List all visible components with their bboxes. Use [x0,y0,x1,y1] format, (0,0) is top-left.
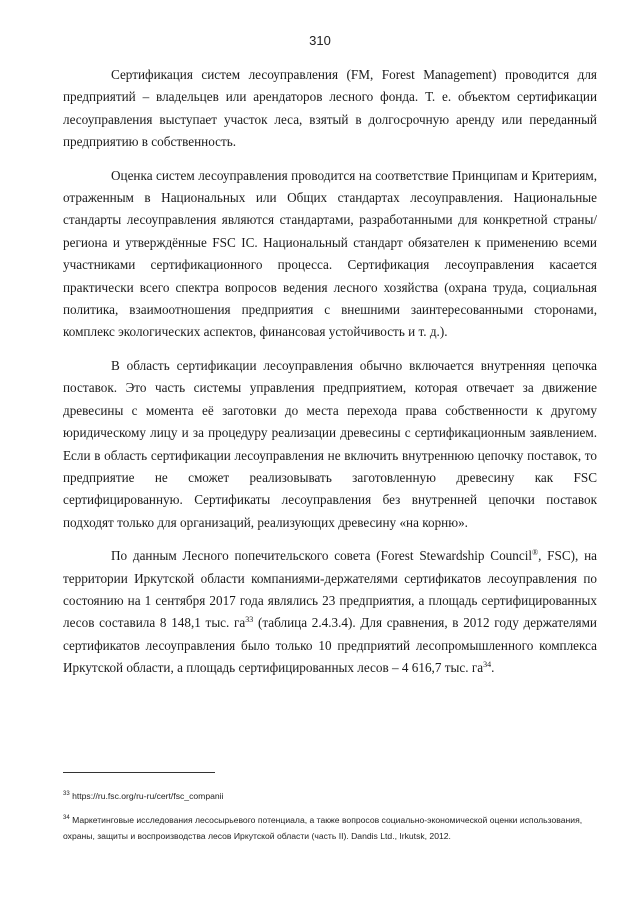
footnote-text: https://ru.fsc.org/ru-ru/cert/fsc_companii [69,791,224,801]
body-text [63,64,597,691]
footnote-mark: 33 [63,791,70,797]
footnote-text: Маркетинговые исследования лесосырьевого потенциала, а также вопросов социально-экономической оценки использования, охраны, защиты и воспроизводства лесов Иркутской области (часть II). Dandis Ltd., Irkutsk, 2012. [63,815,583,841]
paragraph-text: , FSC), на территории Иркутской области компаниями-держателями сертификатов лесоуправления по состоянию на 1 сентября 2017 года являлись 23 предприятия, а площадь сертифицированных лесов составила 8 148,1 тыс. га [63,548,597,631]
footnotes [63,788,597,852]
footnote-ref-33[interactable]: 33 [245,615,254,625]
paragraph-text: По данным Лесного попечительского совета (Forest Stewardship Council [111,548,533,564]
footnote-separator [63,772,215,773]
paragraph-fm-certification: Сертификация систем лесоуправления (FM, Forest Management) проводится для предприятий – владельцев или арендаторов лесного фонда. Т. е. объектом сертификации лесоуправления выступает участок леса, взятый в долгосрочную аренду или переданный предприятию в собственность. [63,67,597,150]
paragraph-assessment: Оценка систем лесоуправления проводится на соответствие Принципам и Критериям, отраженным в Национальных или Общих стандартах лесоуправления. Национальные стандарты лесоуправления являются стандартами, разработанными для конкретной страны/региона и утверждённые FSC IC. Национальный стандарт обязателен к применению всеми участниками сертификационного процесса. Сертификация лесоуправления касается практически всего спектра вопросов ведения лесного хозяйства (охрана труда, социальная политика, взаимоотношения предприятия с внешними заинтересованными сторонами, комплекс экологических аспектов, финансовая устойчивость и т. д.). [63,167,597,340]
page-number: 310 [309,33,331,48]
registered-mark: ® [532,548,539,558]
paragraph-chain-of-custody: В область сертификации лесоуправления обычно включается внутренняя цепочка поставок. Это часть системы управления предприятием, которая отвечает за движение древесины с момента её заготовки до места перехода права собственности к другому юридическому лицу и за процедуру реализации древесины с сертификационным заявлением. Если в область сертификации лесоуправления не включить внутреннюю цепочку поставок, то предприятие не сможет реализовывать заготовленную древесину как FSC сертифицированную. Сертификаты лесоуправления без внутренней цепочки поставок подходят только для организаций, реализующих древесину «на корню». [63,357,597,530]
paragraph-text: (таблица 2.4.3.4). Для сравнения, в 2012 году держателями сертификатов лесоуправления было только 10 предприятий лесопромышленного комплекса Иркутской области, а площадь сертифицированных лесов – 4 616,7 тыс. га [63,615,597,676]
footnote-33 [63,788,597,804]
paragraph-text: . [491,660,495,676]
paragraph-fsc-data [63,545,597,679]
footnote-ref-34[interactable]: 34 [483,660,492,670]
footnote-mark: 34 [63,815,70,821]
footnote-34 [63,812,597,844]
